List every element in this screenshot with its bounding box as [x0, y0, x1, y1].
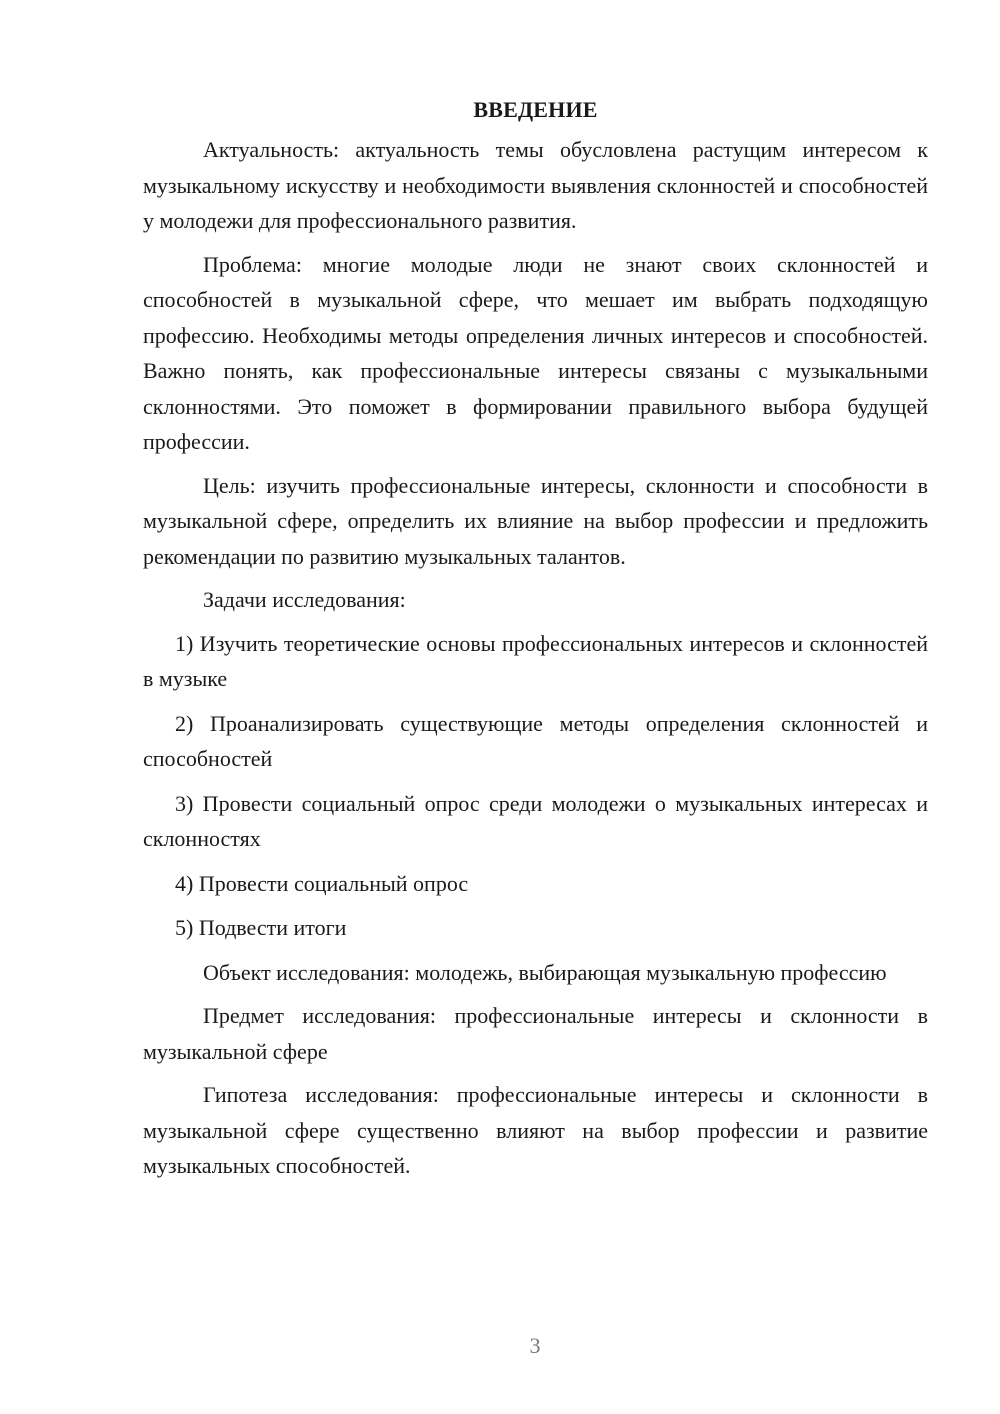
page-number: 3: [529, 1333, 541, 1358]
list-item: 2) Проанализировать существующие методы определения склонностей и способностей: [143, 710, 928, 771]
paragraph-object: Объект исследования: молодежь, выбирающая музыкальную профессию: [203, 959, 887, 985]
page-title: ВВЕДЕНИЕ: [473, 97, 598, 122]
list-item: 3) Провести социальный опрос среди молодежи о музыкальных интересах и склонностях: [143, 790, 928, 851]
paragraph-subject: Предмет исследования: профессиональные интересы и склонности в музыкальной сфере: [143, 1003, 928, 1064]
document-page: [143, 92, 928, 1192]
tasks-title: Задачи исследования:: [203, 587, 406, 612]
list-item: 4) Провести социальный опрос: [175, 870, 469, 896]
paragraph-relevance: Актуальность: актуальность темы обусловлена растущим интересом к музыкальному искусству и необходимости выявления склонностей и способностей у молодежи для профессионального развития.: [143, 137, 928, 233]
list-item: 1) Изучить теоретические основы профессиональных интересов и склонностей в музыке: [143, 630, 928, 691]
list-item: 5) Подвести итоги: [175, 915, 347, 940]
paragraph-hypothesis: Гипотеза исследования: профессиональные интересы и склонности в музыкальной сфере существенно влияют на выбор профессии и развитие музыкальных способностей.: [143, 1082, 928, 1178]
paragraph-goal: Цель: изучить профессиональные интересы, склонности и способности в музыкальной сфере, определить их влияние на выбор профессии и предложить рекомендации по развитию музыкальных талантов.: [143, 472, 928, 569]
paragraph-problem: Проблема: многие молодые люди не знают своих склонностей и способностей в музыкальной сфере, что мешает им выбрать подходящую профессию. Необходимы методы определения личных интересов и способностей. Важно понять, как профессиональные интересы связаны с музыкальными склонностями. Это поможет в формировании правильного выбора будущей профессии.: [143, 251, 928, 454]
